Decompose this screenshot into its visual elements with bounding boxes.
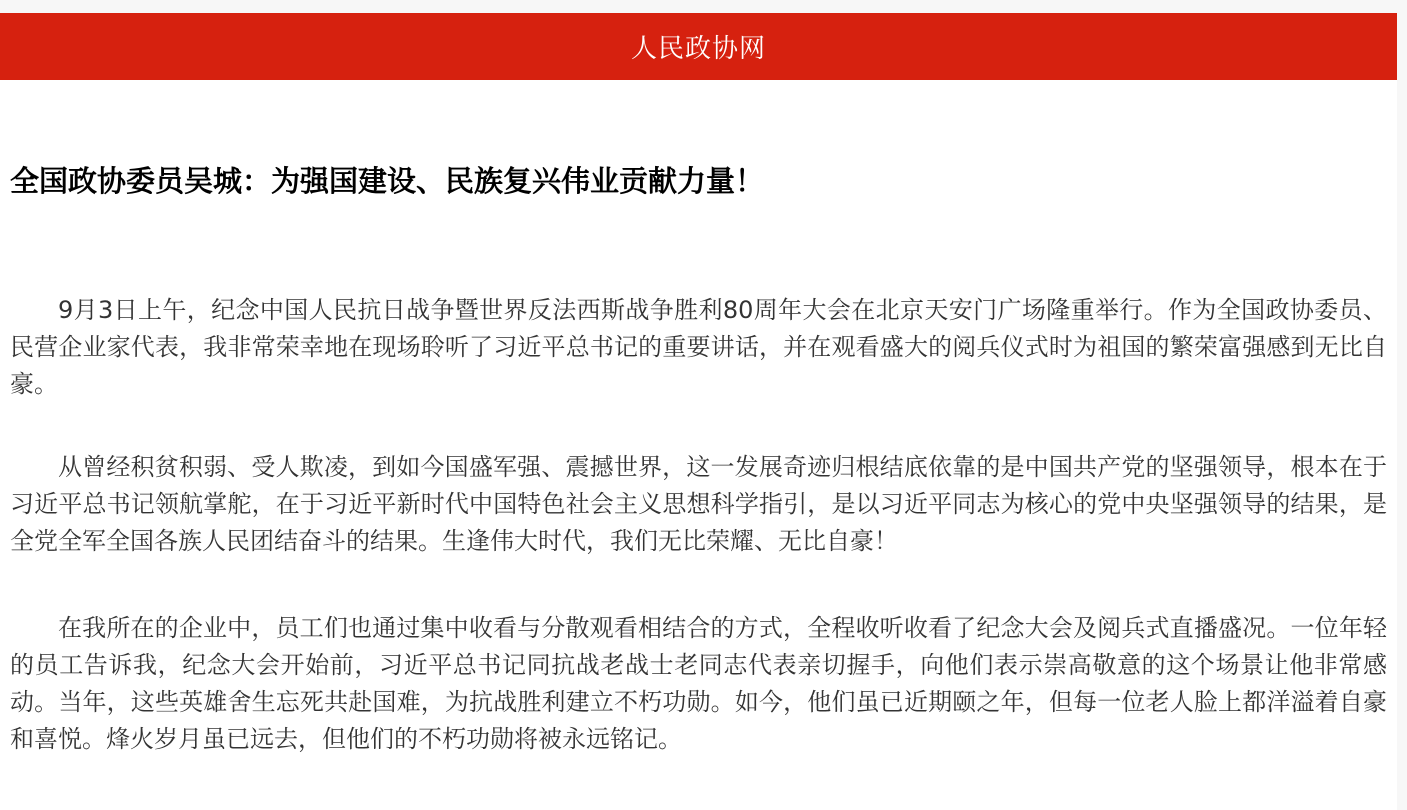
page-container [0, 13, 1397, 810]
article-paragraph: 在我所在的企业中，员工们也通过集中收看与分散观看相结合的方式，全程收听收看了纪念大会及阅兵式直播盛况。一位年轻的员工告诉我，纪念大会开始前，习近平总书记同抗战老战士老同志代表亲切握手，向他们表示崇高敬意的这个场景让他非常感动。当年，这些英雄舍生忘死共赴国难，为抗战胜利建立不朽功勋。如今，他们虽已近期颐之年，但每一位老人脸上都洋溢着自豪和喜悦。烽火岁月虽已远去，但他们的不朽功勋将被永远铭记。 [10, 613, 1387, 753]
site-header [0, 13, 1397, 80]
article-paragraph: 9月3日上午，纪念中国人民抗日战争暨世界反法西斯战争胜利80周年大会在北京天安门广场隆重举行。作为全国政协委员、民营企业家代表，我非常荣幸地在现场聆听了习近平总书记的重要讲话，并在观看盛大的阅兵仪式时为祖国的繁荣富强感到无比自豪。 [10, 295, 1387, 398]
site-title-link[interactable]: 人民政协网 [630, 34, 766, 64]
article-content [0, 164, 1397, 758]
article-title: 全国政协委员吴城：为强国建设、民族复兴伟业贡献力量！ [10, 164, 765, 198]
article-paragraph: 从曾经积贫积弱、受人欺凌，到如今国盛军强、震撼世界，这一发展奇迹归根结底依靠的是中国共产党的坚强领导，根本在于习近平总书记领航掌舵，在于习近平新时代中国特色社会主义思想科学指引，是以习近平同志为核心的党中央坚强领导的结果，是全党全军全国各族人民团结奋斗的结果。生逢伟大时代，我们无比荣耀、无比自豪！ [10, 452, 1387, 555]
